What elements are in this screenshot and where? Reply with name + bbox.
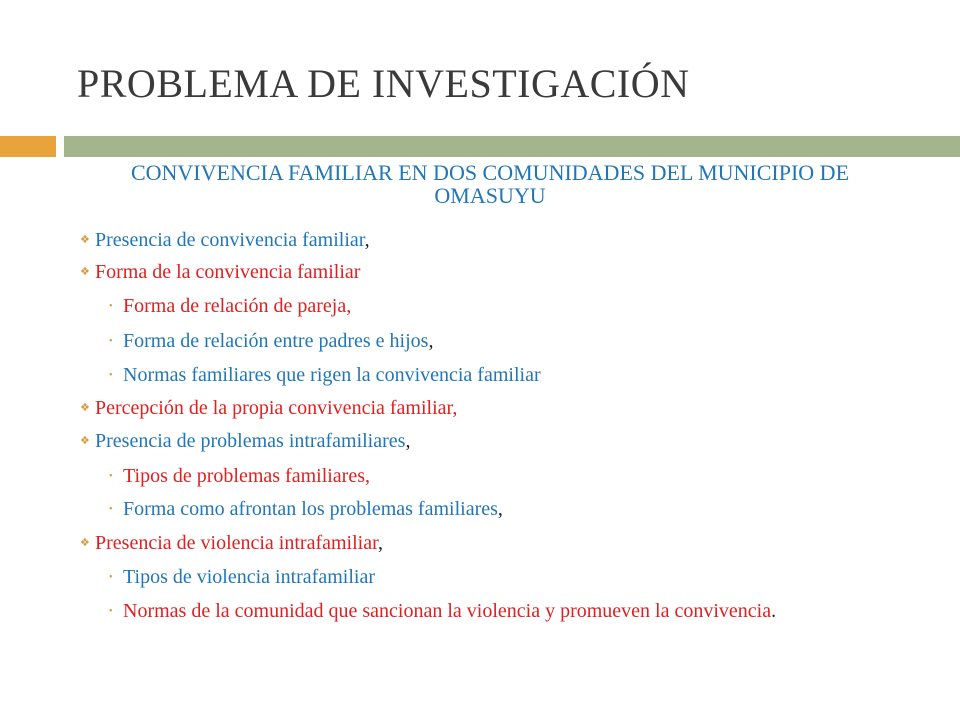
dot-bullet-icon: • (109, 471, 113, 482)
list-item: • Forma de relación de pareja, (109, 295, 352, 317)
slide-title: PROBLEMA DE INVESTIGACIÓN (77, 61, 690, 106)
title-rule-bar (64, 136, 960, 157)
dot-bullet-icon: • (109, 370, 113, 381)
dot-bullet-icon: • (109, 336, 113, 347)
title-rule-accent (0, 136, 56, 157)
list-item: • Tipos de violencia intrafamiliar (109, 566, 375, 588)
diamond-bullet-icon: ❖ (80, 435, 90, 447)
diamond-bullet-icon: ❖ (80, 266, 90, 278)
dot-bullet-icon: • (109, 504, 113, 515)
list-item: ❖ Presencia de violencia intrafamiliar, (80, 532, 383, 554)
list-item: • Tipos de problemas familiares, (109, 465, 371, 487)
diamond-bullet-icon: ❖ (80, 402, 90, 414)
list-item: • Normas de la comunidad que sancionan la violencia y promueven la convivencia. (109, 600, 777, 622)
diamond-bullet-icon: ❖ (80, 234, 90, 246)
diamond-bullet-icon: ❖ (80, 537, 90, 549)
list-item: ❖ Forma de la convivencia familiar (80, 261, 361, 283)
list-item: • Forma como afrontan los problemas familiares, (109, 498, 503, 520)
list-item: ❖ Presencia de problemas intrafamiliares, (80, 430, 411, 452)
list-item: ❖ Percepción de la propia convivencia familiar, (80, 397, 458, 419)
dot-bullet-icon: • (109, 572, 113, 583)
list-item: • Forma de relación entre padres e hijos, (109, 330, 434, 352)
slide-subtitle: CONVIVENCIA FAMILIAR EN DOS COMUNIDADES DEL MUNICIPIO DE OMASUYU (130, 160, 850, 208)
dot-bullet-icon: • (109, 301, 113, 312)
dot-bullet-icon: • (109, 606, 113, 617)
list-item: ❖ Presencia de convivencia familiar, (80, 229, 370, 251)
list-item: • Normas familiares que rigen la convivencia familiar (109, 364, 541, 386)
